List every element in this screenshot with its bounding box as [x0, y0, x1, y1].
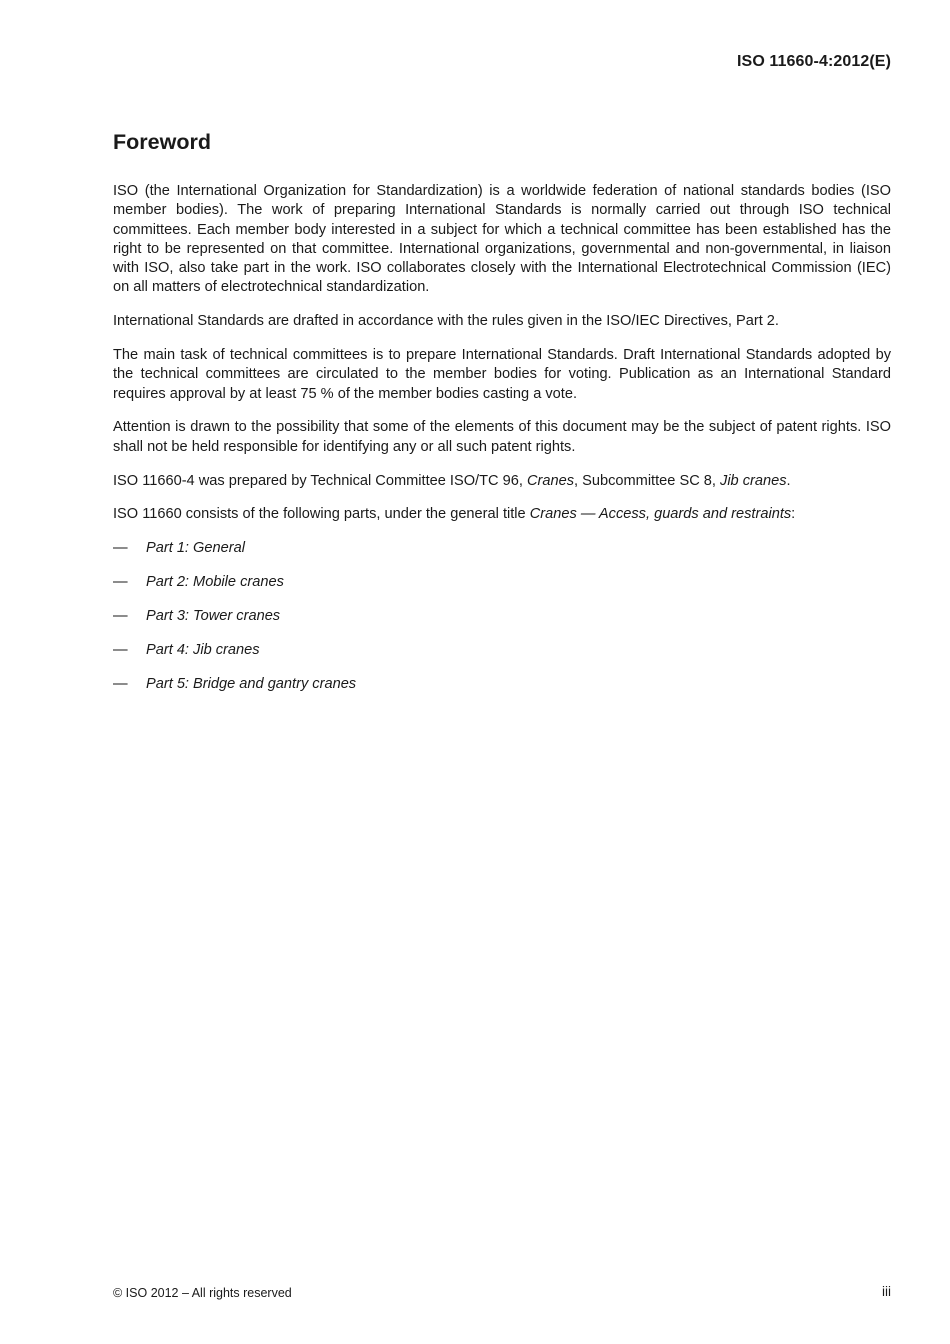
parts-intro-colon: :: [791, 506, 796, 523]
prepared-by-text: ISO 11660-4 was prepared by Technical Committee ISO/TC 96,: [113, 472, 527, 489]
list-dash: —: [113, 574, 128, 591]
part-title: Part 2: Mobile cranes: [146, 574, 284, 591]
list-item: [113, 573, 891, 592]
prepared-by-text-2: , Subcommittee SC 8,: [574, 472, 721, 489]
document-identifier: ISO 11660-4:2012(E): [737, 53, 891, 70]
page-number: iii: [882, 1284, 891, 1299]
parts-list: [113, 539, 891, 694]
paragraph-iso-federation: ISO (the International Organization for Standardization) is a worldwide federation of national standards bodies (ISO member bodies). The work of preparing International Standards is normally carried out through ISO technical committees. Each member body interested in a subject for which a technical committee has been established has the right to be represented on that committee. International organizations, governmental and non-governmental, in liaison with ISO, also take part in the work. ISO collaborates closely with the International Electrotechnical Commission (IEC) on all matters of electrotechnical standardization.: [113, 183, 891, 296]
parts-intro-text: ISO 11660 consists of the following parts, under the general title: [113, 506, 530, 523]
committee-name: Cranes: [526, 472, 575, 489]
list-item: [113, 675, 891, 694]
page-title: Foreword: [113, 130, 211, 154]
list-dash: —: [113, 540, 128, 557]
part-title: Part 5: Bridge and gantry cranes: [146, 675, 357, 692]
part-title: Part 3: Tower cranes: [146, 607, 281, 624]
list-item: [113, 607, 891, 626]
subcommittee-name: Jib cranes: [720, 472, 787, 489]
list-dash: —: [113, 675, 128, 692]
paragraph-committee-task: The main task of technical committees is to prepare International Standards. Draft International Standards adopted by the technical committees are circulated to the member bodies for voting. Publication as an International Standard requires approval by at least 75 % of the member bodies casting a vote.: [113, 347, 891, 402]
list-item: [113, 539, 891, 558]
list-item: [113, 641, 891, 660]
paragraph-parts-intro: [113, 505, 891, 524]
prepared-by-text-3: .: [786, 472, 791, 489]
part-title: Part 4: Jib cranes: [146, 641, 260, 658]
paragraph-prepared-by: [113, 472, 891, 491]
general-title: Cranes — Access, guards and restraints: [529, 506, 792, 523]
part-title: Part 1: General: [146, 540, 245, 557]
paragraph-patent-rights: Attention is drawn to the possibility that some of the elements of this document may be the subject of patent rights. ISO shall not be held responsible for identifying any or all such patent rights.: [113, 419, 891, 455]
list-dash: —: [113, 641, 128, 658]
paragraph-directives: International Standards are drafted in accordance with the rules given in the ISO/IEC Directives, Part 2.: [113, 313, 779, 330]
foreword-body: [113, 182, 891, 709]
copyright-notice: © ISO 2012 – All rights reserved: [113, 1286, 292, 1300]
list-dash: —: [113, 607, 128, 624]
